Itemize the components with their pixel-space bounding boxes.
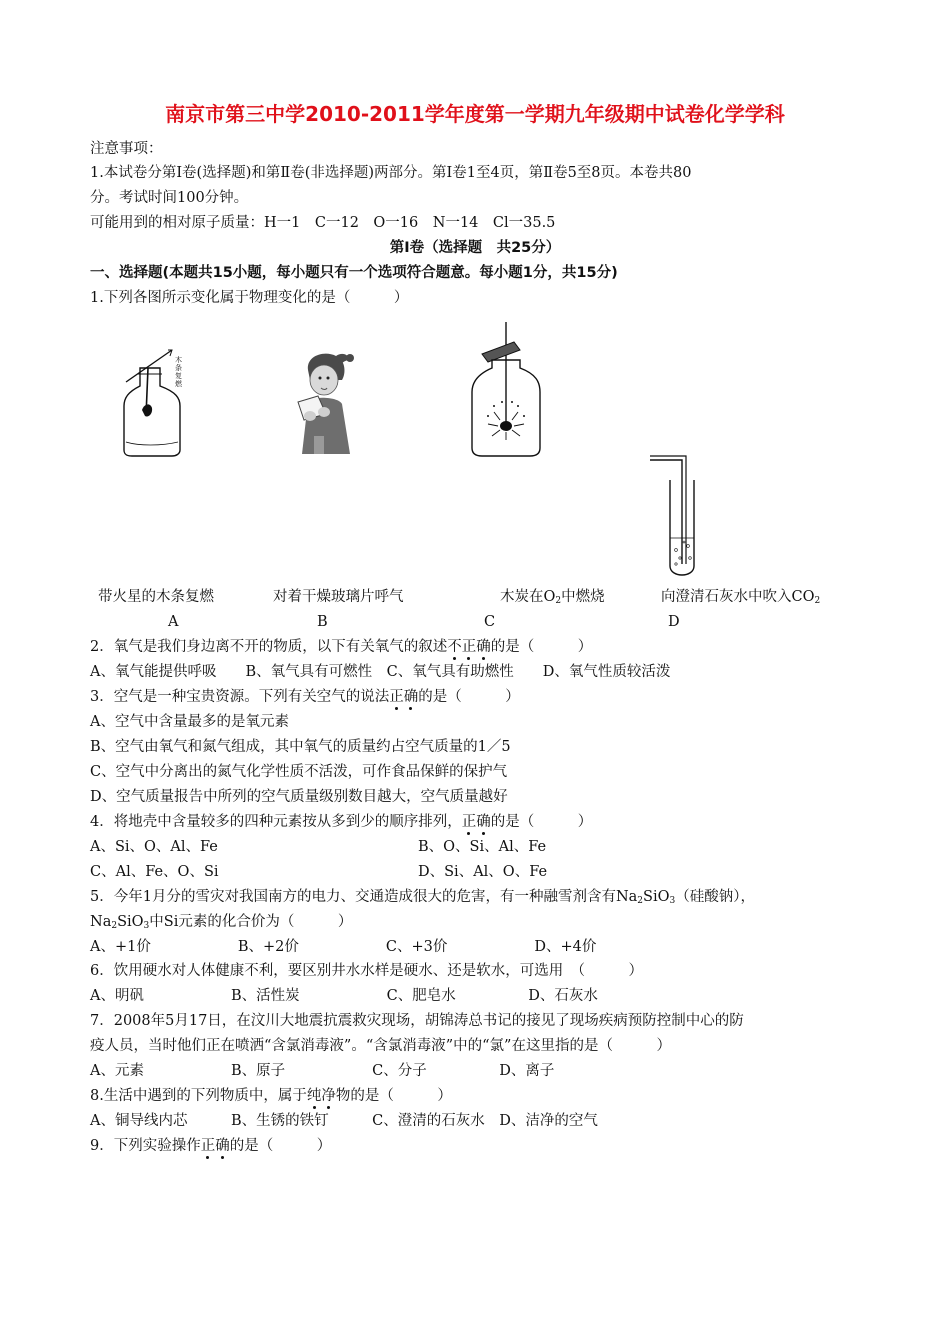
q7-stem-line-2: 疫人员，当时他们正在喷洒“含氯消毒液”。“含氯消毒液”中的“氯”在这里指的是（ ） xyxy=(90,1038,671,1054)
q5-line1-sub-2: 3 xyxy=(669,896,676,906)
q3-stem-pre: 3．空气是一种宝贵资源。下列有关空气的说法 xyxy=(90,689,390,705)
q5-stem-line-1 xyxy=(90,887,755,911)
q5-stem-line-2 xyxy=(90,912,352,936)
q1-caption-b: 对着干燥玻璃片呼气 xyxy=(273,589,404,605)
q7-options: A、元素 B、原子 C、分子 D、离子 xyxy=(90,1063,555,1079)
q5-line2-sub-2: 3 xyxy=(143,921,150,931)
q4-stem xyxy=(90,812,592,832)
q1-caption-c-sub: 2 xyxy=(555,596,562,606)
q1-label-d: D xyxy=(668,614,680,630)
q3-option-c: C、空气中分离出的氮气化学性质不活泼，可作食品保鲜的保护气 xyxy=(90,764,508,780)
q1-label-a: A xyxy=(168,614,179,630)
q5-line2-pre: Na xyxy=(90,914,112,930)
q1-stem: 1.下列各图所示变化属于物理变化的是（ ） xyxy=(90,290,409,306)
figure-a-splint-jar xyxy=(118,346,198,458)
q4-option-c: C、Al、Fe、O、Si xyxy=(90,864,219,880)
q2-stem-emphasis-1: 不 xyxy=(447,639,462,655)
q8-options: A、铜导线内芯 B、生锈的铁钉 C、澄清的石灰水 D、洁净的空气 xyxy=(90,1113,598,1129)
figure-d-limewater-tube xyxy=(646,454,698,580)
q4-stem-emphasis-1: 正 xyxy=(461,814,477,830)
atomic-mass-line: 可能用到的相对原子质量：H一1 C一12 O一16 N一14 Cl一35.5 xyxy=(90,215,556,231)
q6-options: A、明矾 B、活性炭 C、肥皂水 D、石灰水 xyxy=(90,988,598,1004)
q5-options: A、+1价 B、+2价 C、+3价 D、+4价 xyxy=(90,939,597,955)
q1-caption-c-pre: 木炭在O xyxy=(500,589,556,605)
q1-caption-d xyxy=(661,587,820,611)
q5-line1-pre: 5．今年1月分的雪灾对我国南方的电力、交通造成很大的危害，有一种融雪剂含有Na xyxy=(90,889,638,905)
q3-option-d: D、空气质量报告中所列的空气质量级别数目越大，空气质量越好 xyxy=(90,789,508,805)
q4-option-d: D、Si、Al、O、Fe xyxy=(418,864,548,880)
q3-option-b: B、空气由氧气和氮气组成，其中氧气的质量约占空气质量的1／5 xyxy=(90,739,511,755)
q8-stem-post: 物的是（ ） xyxy=(335,1088,452,1104)
notes-heading: 注意事项： xyxy=(90,141,163,157)
q4-option-a: A、Si、O、Al、Fe xyxy=(90,839,218,855)
q4-stem-pre: 4．将地壳中含量较多的四种元素按从多到少的顺序排列， xyxy=(90,814,462,830)
q9-stem-post: 的是（ ） xyxy=(229,1138,332,1154)
q1-caption-c-post: 中燃烧 xyxy=(561,589,605,605)
q8-stem-pre: 8.生活中遇到的下列物质中，属于 xyxy=(90,1088,307,1104)
q9-stem-emphasis-1: 正 xyxy=(200,1138,216,1154)
q2-stem-emphasis-3: 确 xyxy=(476,639,491,655)
q3-stem xyxy=(90,687,520,707)
q2-stem xyxy=(90,637,592,657)
q2-options: A、氧气能提供呼吸 B、氧气具有可燃性 C、氧气具有助燃性 D、氧气性质较活泼 xyxy=(90,664,671,680)
q5-line1-post: （硅酸钠）， xyxy=(675,889,755,905)
q8-stem xyxy=(90,1086,452,1106)
q3-stem-post: 的是（ ） xyxy=(418,689,520,705)
q3-stem-emphasis-2: 确 xyxy=(403,689,419,705)
q3-option-a: A、空气中含量最多的是氧元素 xyxy=(90,714,289,730)
part1-title: 第Ⅰ卷（选择题 共25分） xyxy=(389,240,561,256)
q5-line2-mid: SiO xyxy=(117,914,144,930)
q4-stem-emphasis-2: 确 xyxy=(476,814,491,830)
figure-a-label: 木条复燃 xyxy=(175,356,182,388)
q9-stem-emphasis-2: 确 xyxy=(215,1138,230,1154)
q2-stem-emphasis-2: 正 xyxy=(461,639,477,655)
q1-caption-d-pre: 向澄清石灰水中吹入CO xyxy=(661,589,815,605)
q4-option-b: B、O、Si、Al、Fe xyxy=(418,839,547,855)
q7-stem-line-1: 7．2008年5月17日，在汶川大地震抗震救灾现场，胡锦涛总书记的接见了现场疾病预防控制中心的防 xyxy=(90,1013,744,1029)
q5-line2-post: 中Si元素的化合价为（ ） xyxy=(149,914,353,930)
q1-caption-c xyxy=(500,587,605,611)
q4-stem-post: 的是（ ） xyxy=(490,814,593,830)
figure-c-charcoal-burning xyxy=(468,322,546,460)
q1-label-b: B xyxy=(317,614,328,630)
notes-line-1: 1.本试卷分第Ⅰ卷(选择题)和第Ⅱ卷(非选择题)两部分。第Ⅰ卷1至4页，第Ⅱ卷5至8页。本卷共80 xyxy=(90,165,692,181)
q6-stem: 6．饮用硬水对人体健康不利，要区别井水水样是硬水、还是软水，可选用 （ ） xyxy=(90,963,643,979)
q3-stem-emphasis-1: 正 xyxy=(389,689,404,705)
q2-stem-post: 的是（ ） xyxy=(490,639,593,655)
exam-title: 南京市第三中学2010-2011学年度第一学期九年级期中试卷化学学科 xyxy=(165,102,785,126)
section1-title: 一、选择题(本题共15小题，每小题只有一个选项符合题意。每小题1分，共15分) xyxy=(90,265,618,281)
notes-line-2: 分。考试时间100分钟。 xyxy=(90,190,249,206)
q2-stem-pre: 2．氧气是我们身边离不开的物质，以下有关氧气的叙述 xyxy=(90,639,448,655)
q8-stem-emphasis-1: 纯 xyxy=(306,1088,322,1104)
q5-line1-mid: SiO xyxy=(643,889,670,905)
q1-caption-d-sub: 2 xyxy=(814,596,821,606)
figure-b-girl-breathing xyxy=(290,350,360,458)
q9-stem xyxy=(90,1136,331,1156)
q5-line1-sub-1: 2 xyxy=(637,896,644,906)
q1-caption-a: 带火星的木条复燃 xyxy=(98,589,214,605)
q5-line2-sub-1: 2 xyxy=(111,921,118,931)
q9-stem-pre: 9．下列实验操作 xyxy=(90,1138,201,1154)
q8-stem-emphasis-2: 净 xyxy=(321,1088,336,1104)
q1-label-c: C xyxy=(484,614,496,630)
